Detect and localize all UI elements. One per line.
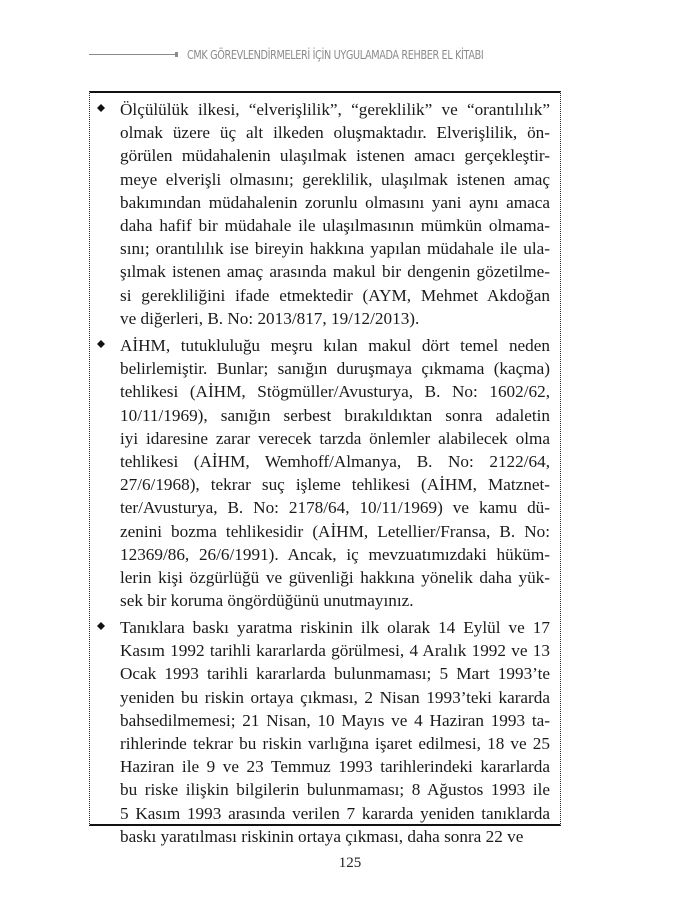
diamond-bullet-icon [97,104,105,112]
running-header [89,44,567,64]
text-line: meye elverişli olmasını; gereklilik, ulaşılmak istenen amaç [120,169,550,189]
bullet-text [120,98,550,330]
text-line: tehlikesi (AİHM, Stögmüller/Avusturya, B. No: 1602/62, [120,382,550,402]
diamond-bullet-icon [97,622,105,630]
text-line: 27/6/1968), tekrar suç işleme tehlikesi (AİHM, Matznet- [120,475,550,495]
text-line: ter/Avusturya, B. No: 2178/64, 10/11/1969) ve kamu dü- [120,498,550,518]
text-line: baskı yaratılması riskinin ortaya çıkması, daha sonra 22 ve [120,826,524,846]
text-line: tehlikesi (AİHM, Wemhoff/Almanya, B. No: 2122/64, [120,452,550,472]
text-line: bahsedilmemesi; 21 Nisan, 10 Mayıs ve 4 Haziran 1993 ta- [120,710,550,730]
text-line: daha hafif bir müdahale ile ulaşılmasının mümkün olmama- [120,216,550,236]
bullet-text [120,334,550,612]
text-line: iyi idaresine zarar verecek tarzda önlemler alabilecek olma [120,428,550,448]
text-line: şılmak istenen amaç arasında makul bir dengenin gözetilme- [120,262,550,282]
text-line: rihlerinde tekrar bu riskin varlığına işaret edilmesi, 18 ve 25 [120,734,550,754]
text-line: bu riske ilişkin bilgilerin bulunmaması; 8 Ağustos 1993 ile [120,780,550,800]
text-line: lerin kişi özgürlüğü ve güvenliği hakkına yönelik daha yük- [120,568,550,588]
text-line: Haziran ile 9 ve 23 Temmuz 1993 tarihlerindeki kararlarda [120,757,550,777]
text-line: Ölçülülük ilkesi, “elverişlilik”, “gereklilik” ve “orantılılık” [120,100,550,119]
text-line: zenini bozma tehlikesidir (AİHM, Letellier/Fransa, B. No: [120,521,550,541]
text-line: Kasım 1992 tarihli kararlarda görülmesi, 4 Aralık 1992 ve 13 [120,641,550,661]
text-line: 12369/86, 26/6/1991). Ancak, iç mevzuatımızdaki hüküm- [120,544,550,564]
text-line: si gerekliliğini ifade etmektedir (AYM, Mehmet Akdoğan [120,285,550,305]
text-line: sını; orantılılık ise bireyin hakkına yapılan müdahale ile ula- [120,239,550,259]
diamond-bullet-icon [97,340,105,348]
header-rule [89,54,175,55]
text-line: Tanıklara baskı yaratma riskinin ilk olarak 14 Eylül ve 17 [120,618,550,637]
text-line: yeniden bu riskin ortaya çıkması, 2 Nisan 1993’teki kararda [120,687,550,707]
text-line: bakımından müdahalenin zorunlu olmasını yani aynı amaca [120,192,550,212]
info-box [89,91,561,846]
text-line: 10/11/1969), sanığın serbest bırakıldıktan sonra adaletin [120,405,550,425]
text-line: ve diğerleri, B. No: 2013/817, 19/12/2013). [120,308,420,328]
text-line: AİHM, tutukluluğu meşru kılan makul dört temel neden [120,336,550,355]
text-line: olmak üzere üç alt ilkeden oluşmaktadır. Elverişlilik, ön- [120,123,550,143]
text-line: 5 Kasım 1993 arasında verilen 7 kararda yeniden tanıklarda [120,803,550,823]
page-number: 125 [338,855,362,871]
header-square-ornament [175,52,178,57]
text-line: belirlemiştir. Bunlar; sanığın duruşmaya çıkmama (kaçma) [120,359,550,379]
text-line: görülen müdahalenin ulaşılmak istenen amacı gerçekleştir- [120,146,550,166]
book-title: CMK GÖREVLENDİRMELERİ İÇİN UYGULAMADA REHBER EL KİTABI [187,46,484,62]
text-line: sek bir koruma öngördüğünü unutmayınız. [120,591,414,611]
bullet-text [120,616,550,848]
text-line: Ocak 1993 tarihli kararlarda bulunmaması; 5 Mart 1993’te [120,664,550,684]
